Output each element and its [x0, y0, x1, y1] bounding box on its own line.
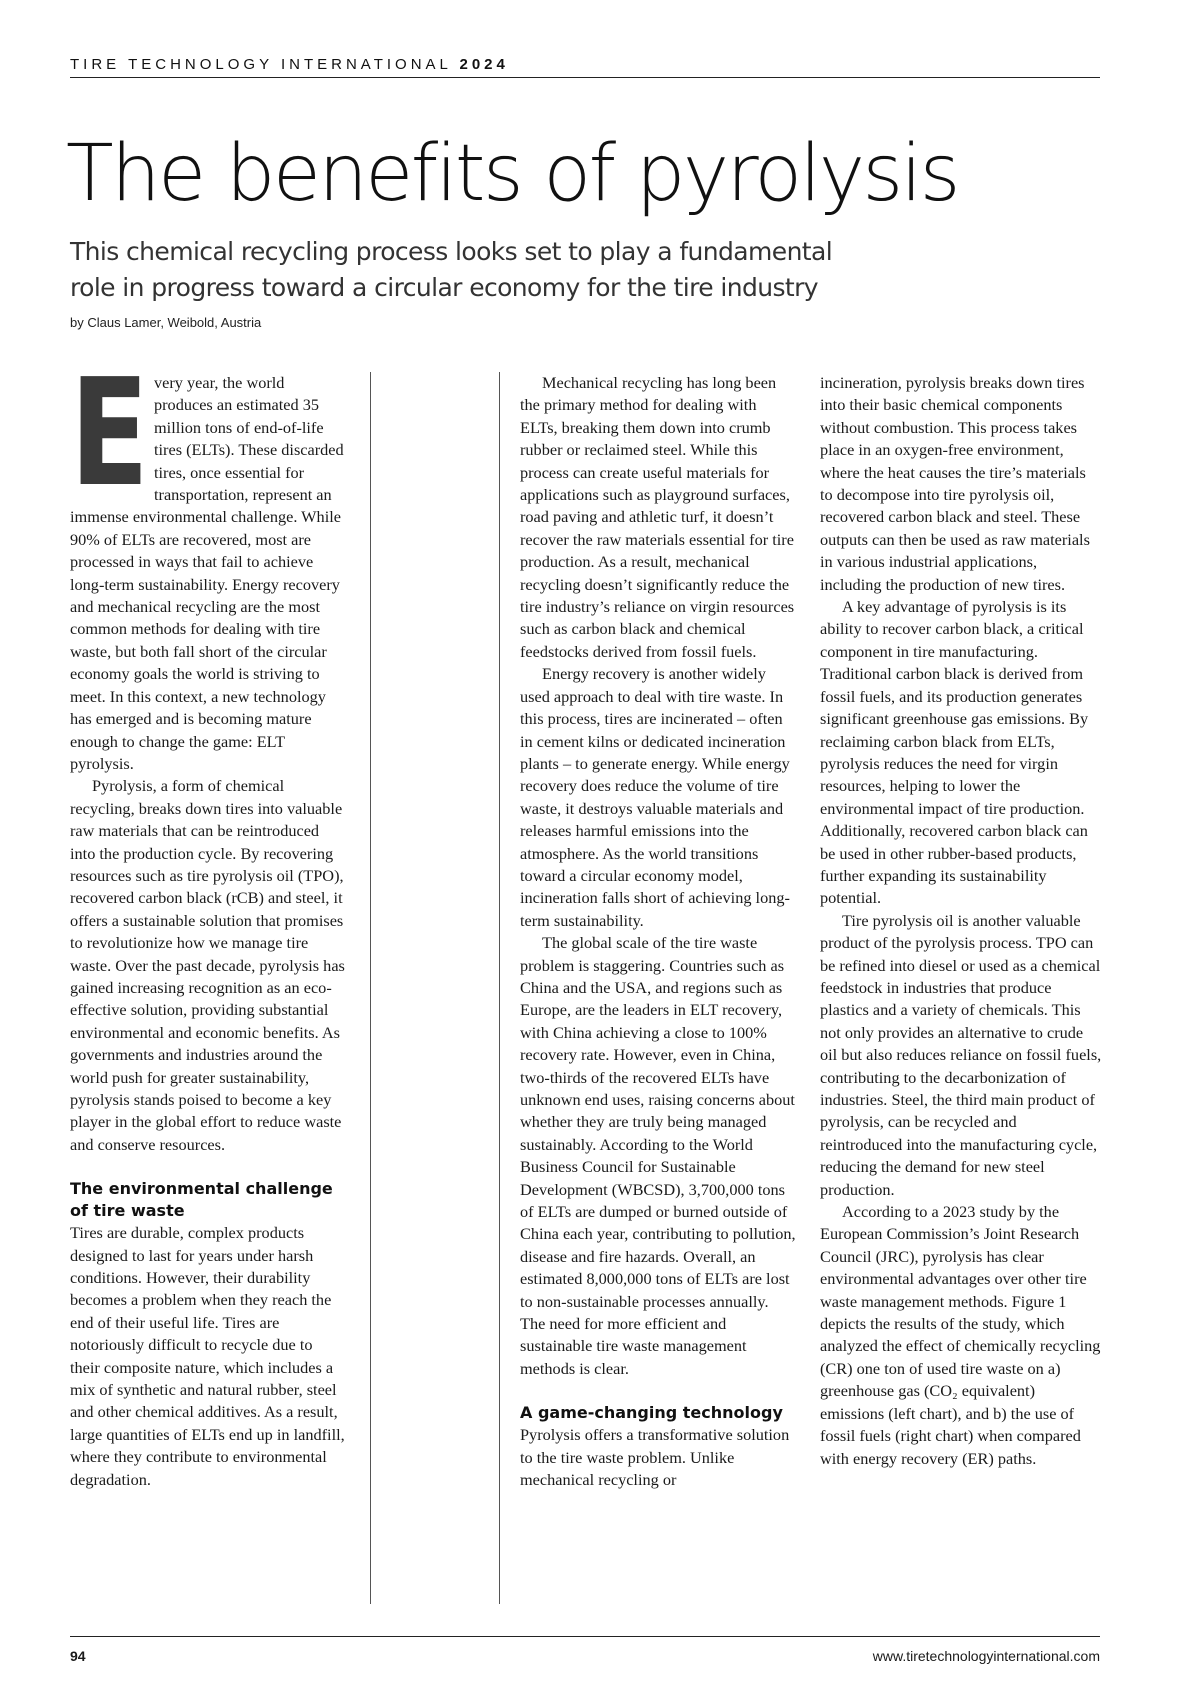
- paragraph: very year, the world produces an estimated 35 million tons of end-of-life tires (ELTs). These discarded tires, once essential for transportation, represent an immense environmental challenge. While 90% of ELTs are recovered, most are processed in ways that fail to achieve long-term sustainability. Energy recovery and mechanical recycling are the most common methods for dealing with tire waste, but both fall short of the circular economy goals the world is striving to meet. In this context, a new technology has emerged and is becoming mature enough to change the game: ELT pyrolysis.: [70, 373, 344, 773]
- footer-rule: [70, 1636, 1100, 1637]
- paragraph: According to a 2023 study by the European Commission’s Joint Research Council (JRC), pyrolysis has clear environmental advantages over other tire waste management methods. Figure 1 depicts the results of the study, which analyzed the effect of chemically recycling (CR) one ton of used tire waste on a) greenhouse gas (CO₂ equivalent) emissions (left chart), and b) the use of fossil fuels (right chart) when compared with energy recovery (ER) paths.: [820, 1202, 1101, 1468]
- paragraph: Tire pyrolysis oil is another valuable product of the pyrolysis process. TPO can be refined into diesel or used as a chemical feedstock in industries that produce plastics and a variety of chemicals. This not only provides an alternative to crude oil but also reduces reliance on fossil fuels, contributing to the decarbonization of industries. Steel, the third main product of pyrolysis, can be recycled and reintroduced into the manufacturing cycle, reducing the demand for new steel production.: [820, 910, 1102, 1199]
- section-heading: The environmental challenge of tire waste: [70, 1179, 333, 1221]
- paragraph: Mechanical recycling has long been the primary method for dealing with ELTs, breaking them down into crumb rubber or reclaimed steel. While this process can create useful materials for applications such as playground surfaces, road paving and athletic turf, it doesn’t recover the raw materials essential for tire production. As a result, mechanical recycling doesn’t significantly reduce the tire industry’s reliance on virgin resources such as carbon black and chemical feedstocks derived from fossil fuels.: [520, 373, 795, 661]
- running-head: [70, 56, 1100, 78]
- column-divider: [499, 372, 500, 1604]
- section-heading: A game-changing technology: [520, 1403, 783, 1423]
- paragraph: A key advantage of pyrolysis is its ability to recover carbon black, a critical component in tire manufacturing. Traditional carbon black is derived from fossil fuels, and its production generates significant greenhouse gas emissions. By reclaiming carbon black from ELTs, pyrolysis reduces the need for virgin resources, helping to lower the environmental impact of tire production. Additionally, recovered carbon black can be used in other rubber-based products, further expanding its sustainability potential.: [820, 597, 1089, 908]
- subtitle-line-2: role in progress toward a circular economy for the tire industry: [70, 273, 818, 302]
- paragraph: Tires are durable, complex products designed to last for years under harsh conditions. However, their durability becomes a problem when they reach the end of their useful life. Tires are notoriously difficult to recycle due to their composite nature, which includes a mix of synthetic and natural rubber, steel and other chemical additives. As a result, large quantities of ELTs end up in landfill, where they contribute to environmental degradation.: [70, 1223, 345, 1489]
- paragraph: Pyrolysis offers a transformative solution to the tire waste problem. Unlike mechanical recycling or: [520, 1425, 790, 1490]
- publication-name: TIRE TECHNOLOGY INTERNATIONAL: [70, 56, 452, 73]
- column-divider: [370, 372, 371, 1604]
- paragraph: Energy recovery is another widely used approach to deal with tire waste. In this process, tires are incinerated – often in cement kilns or dedicated incineration plants – to generate energy. While energy recovery does reduce the volume of tire waste, it destroys valuable materials and releases harmful emissions into the atmosphere. As the world transitions toward a circular economy model, incineration falls short of achieving long-term sustainability.: [520, 664, 790, 930]
- paragraph: incineration, pyrolysis breaks down tires into their basic chemical components without combustion. This process takes place in an oxygen-free environment, where the heat causes the tire’s materials to decompose into tire pyrolysis oil, recovered carbon black and steel. These outputs can then be used as raw materials in various industrial applications, including the production of new tires.: [820, 373, 1090, 594]
- website-link[interactable]: www.tiretechnologyinternational.com: [872, 1648, 1100, 1664]
- column-3: [820, 372, 1102, 1612]
- page-number: 94: [70, 1648, 86, 1664]
- byline: by Claus Lamer, Weibold, Austria: [70, 315, 262, 330]
- article-subtitle: [70, 234, 970, 306]
- subtitle-line-1: This chemical recycling process looks set to play a fundamental: [70, 237, 833, 266]
- publication-year: 2024: [459, 56, 509, 73]
- column-2: [520, 372, 796, 1612]
- article-title: The benefits of pyrolysis: [66, 129, 958, 219]
- column-1: [70, 372, 346, 1612]
- drop-cap: E: [70, 372, 149, 519]
- paragraph: The global scale of the tire waste problem is staggering. Countries such as China and the USA, and regions such as Europe, are the leaders in ELT recovery, with China achieving a close to 100% recovery rate. However, even in China, two-thirds of the recovered ELTs have unknown end uses, raising concerns about whether they are truly being managed sustainably. According to the World Business Council for Sustainable Development (WBCSD), 3,700,000 tons of ELTs are dumped or burned outside of China each year, contributing to pollution, disease and fire hazards. Overall, an estimated 8,000,000 tons of ELTs are lost to non-sustainable processes annually. The need for more efficient and sustainable tire waste management methods is clear.: [520, 933, 796, 1378]
- paragraph: Pyrolysis, a form of chemical recycling, breaks down tires into valuable raw materials that can be reintroduced into the production cycle. By recovering resources such as tire pyrolysis oil (TPO), recovered carbon black (rCB) and steel, it offers a sustainable solution that promises to revolutionize how we manage tire waste. Over the past decade, pyrolysis has gained increasing recognition as an eco-effective solution, providing substantial environmental and economic benefits. As governments and industries around the world push for greater sustainability, pyrolysis stands poised to become a key player in the global effort to reduce waste and conserve resources.: [70, 776, 345, 1154]
